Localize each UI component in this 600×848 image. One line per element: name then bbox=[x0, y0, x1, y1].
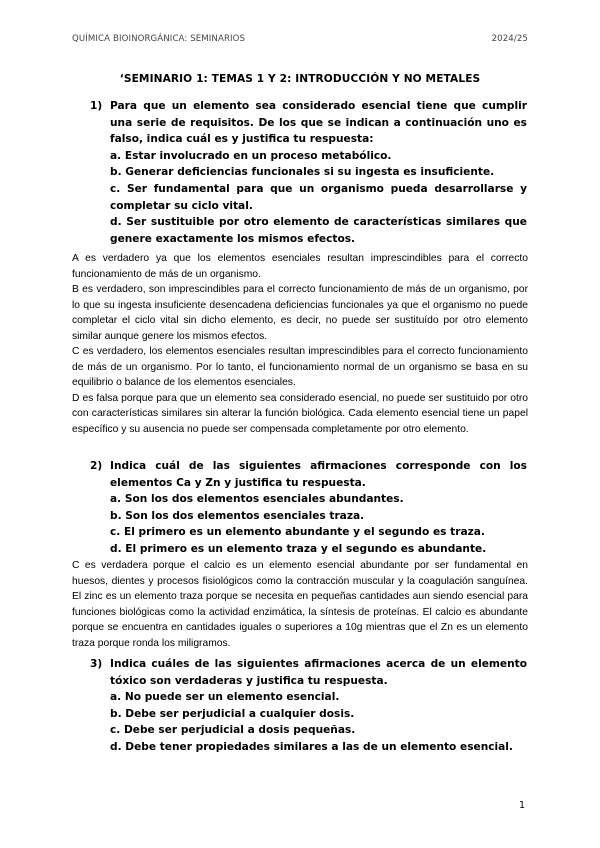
question-option: d. El primero es un elemento traza y el segundo es abundante. bbox=[110, 542, 487, 555]
page-number: 1 bbox=[518, 800, 525, 811]
running-header-left: QUÍMICA BIOINORGÁNICA: SEMINARIOS bbox=[72, 34, 246, 44]
question-number: 2) bbox=[90, 460, 103, 472]
question-number: 3) bbox=[90, 658, 103, 670]
answer-paragraph: D es falsa porque para que un elemento sea considerado esencial, no puede ser sustituido por otro con características similares sin alterar la función biológica. Cada elemento esencial tiene un papel específico y su ausencia no puede ser compensada completamente por otro elemento. bbox=[72, 392, 528, 435]
question-stem: Para que un elemento sea considerado esencial tiene que cumplir una serie de requisitos. De los que se indican a continuación uno es falso, indica cuál es y justifica tu respuesta: bbox=[110, 100, 527, 146]
answer-paragraph: C es verdadera porque el calcio es un elemento esencial abundante por ser fundamental en huesos, dientes y procesos fisiológicos como la contracción muscular y la coagulación sanguínea. El zinc es un elemento traza porque se necesita en pequeñas cantidades aun siendo esencial para funciones biológicas como la actividad enzimática, la síntesis de proteínas. El calcio es abundante porque se encuentra en cantidades iguales o superiores a 10g mientras que el Zn es un elemento traza porque ronda los miligramos. bbox=[72, 560, 528, 649]
answer-block-2 bbox=[72, 558, 528, 651]
question-option: b. Generar deficiencias funcionales si su ingesta es insuficiente. bbox=[110, 166, 495, 179]
question-option: d. Debe tener propiedades similares a las de un elemento esencial. bbox=[110, 740, 513, 753]
question-3 bbox=[90, 656, 527, 756]
answer-paragraph: B es verdadero, son imprescindibles para el correcto funcionamiento de más de un organismo, por lo que su ingesta insuficiente desencadena deficiencias funcionales ya que el organismo no puede completar el ciclo vital sin dicho elemento, es decir, no puede ser sustituído por otro elemento similar aunque genere los mismos efectos. bbox=[72, 284, 528, 342]
page-title: ‘SEMINARIO 1: TEMAS 1 Y 2: INTRODUCCIÓN Y NO METALES bbox=[119, 73, 481, 85]
question-option: b. Son los dos elementos esenciales traza. bbox=[110, 509, 365, 522]
question-1 bbox=[90, 98, 527, 247]
question-option: c. Ser fundamental para que un organismo pueda desarrollarse y completar su ciclo vital. bbox=[110, 182, 527, 212]
question-option: b. Debe ser perjudicial a cualquier dosis. bbox=[110, 707, 355, 720]
question-option: a. No puede ser un elemento esencial. bbox=[110, 691, 340, 704]
question-option: a. Son los dos elementos esenciales abundantes. bbox=[110, 493, 404, 506]
question-stem: Indica cuál de las siguientes afirmaciones corresponde con los elementos Ca y Zn y justifica tu respuesta. bbox=[110, 460, 527, 489]
question-option: d. Ser sustituible por otro elemento de características similares que genere exactamente los mismos efectos. bbox=[110, 216, 527, 245]
question-stem: Indica cuáles de las siguientes afirmaciones acerca de un elemento tóxico son verdaderas y justifica tu respuesta. bbox=[110, 658, 527, 687]
answer-paragraph: C es verdadero, los elementos esenciales resultan imprescindibles para el correcto funcionamiento de más de un organismo. Por lo tanto, el funcionamiento normal de un organismo se basa en su equilibrio o balance de los elementos esenciales. bbox=[72, 346, 528, 388]
question-option: a. Estar involucrado en un proceso metabólico. bbox=[110, 149, 392, 162]
question-2 bbox=[90, 458, 527, 558]
question-option: c. El primero es un elemento abundante y el segundo es traza. bbox=[110, 526, 485, 539]
answer-block-1 bbox=[72, 251, 528, 437]
running-header-right: 2024/25 bbox=[491, 34, 528, 44]
question-number: 1) bbox=[90, 100, 103, 112]
question-option: c. Debe ser perjudicial a dosis pequeñas. bbox=[110, 724, 356, 737]
answer-paragraph: A es verdadero ya que los elementos esenciales resultan imprescindibles para el correcto funcionamiento de más de un organismo. bbox=[72, 253, 528, 280]
